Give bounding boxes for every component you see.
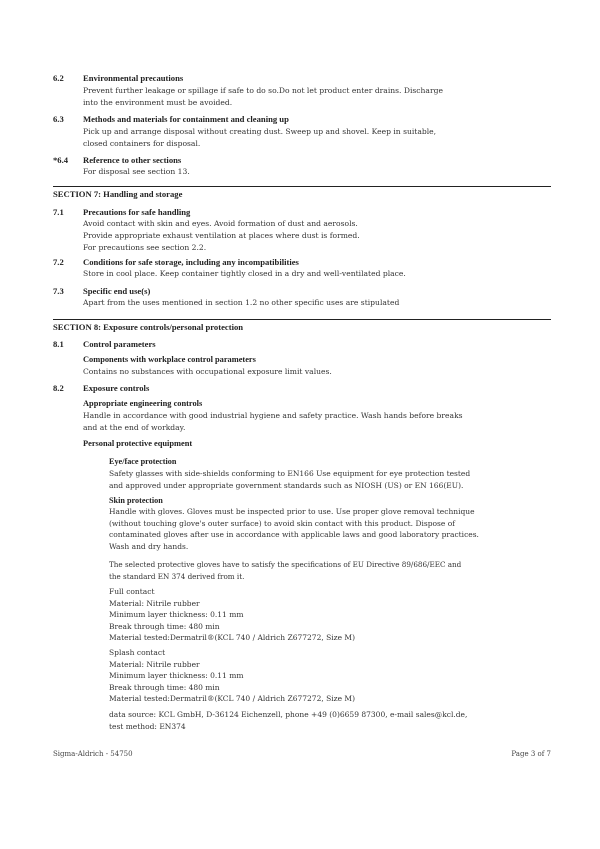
section-heading: Methods and materials for containment and cleaning up	[83, 114, 289, 124]
text-line: Provide appropriate exhaust ventilation at places where dust is formed.	[83, 230, 360, 240]
text-line: Minimum layer thickness: 0.11 mm	[109, 610, 244, 620]
section-7-heading: SECTION 7: Handling and storage	[53, 186, 551, 200]
text-line: Minimum layer thickness: 0.11 mm	[109, 671, 244, 681]
text-line: Safety glasses with side-shields conforming to EN166 Use equipment for eye protection tested	[109, 469, 471, 478]
skin-protection-body	[109, 506, 551, 552]
text-line: Contains no substances with occupational exposure limit values.	[83, 367, 332, 376]
section-body	[83, 85, 551, 109]
subsection-heading: Components with workplace control parameters	[83, 355, 256, 364]
section-heading: Exposure controls	[83, 383, 150, 393]
text-line: Apart from the uses mentioned in section 1.2 no other specific uses are stipulated	[83, 298, 400, 307]
text-line: Full contact	[109, 587, 155, 596]
section-number: 6.2	[53, 73, 64, 83]
section-heading: Specific end use(s)	[83, 286, 151, 296]
text-line: Splash contact	[109, 648, 166, 657]
footer-page-number: Page 3 of 7	[511, 750, 551, 758]
splash-contact-body	[109, 647, 551, 705]
section-body	[83, 268, 551, 280]
text-line: data source: KCL GmbH, D-36124 Eichenzell, phone +49 (0)6659 87300, e-mail sales@kcl.de,	[109, 710, 468, 719]
text-line: For precautions see section 2.2.	[83, 242, 207, 252]
section-body	[83, 218, 551, 253]
text-line: For disposal see section 13.	[83, 167, 190, 176]
text-line: Material tested:Dermatril®(KCL 740 / Aldrich Z677272, Size M)	[109, 694, 356, 704]
text-line: into the environment must be avoided.	[83, 97, 233, 107]
section-heading: Conditions for safe storage, including any incompatibilities	[83, 257, 299, 267]
section-body	[83, 297, 551, 309]
text-line: The selected protective gloves have to satisfy the specifications of EU Directive 89/686/EEC and	[109, 560, 462, 569]
section-heading: Reference to other sections	[83, 155, 182, 165]
section-number: 8.2	[53, 383, 64, 393]
text-line: test method: EN374	[109, 721, 186, 731]
section-number: *6.4	[53, 155, 69, 165]
engineering-controls-body	[83, 410, 551, 434]
footer-product: Sigma-Aldrich - 54750	[53, 750, 133, 758]
text-line: contaminated gloves after use in accordance with applicable laws and good laboratory practices.	[109, 530, 479, 540]
section-body	[83, 126, 551, 150]
text-line: and approved under appropriate government standards such as NIOSH (US) or EN 166(EU).	[109, 480, 464, 490]
eye-protection-heading: Eye/face protection	[109, 457, 177, 466]
text-line: Break through time: 480 min	[109, 682, 220, 692]
directive-body	[109, 559, 551, 582]
ppe-heading: Personal protective equipment	[83, 439, 193, 448]
text-line: Avoid contact with skin and eyes. Avoid formation of dust and aerosols.	[83, 219, 358, 228]
text-line: Prevent further leakage or spillage if safe to do so.Do not let product enter drains. Discharge	[83, 86, 443, 95]
section-heading: Environmental precautions	[83, 73, 184, 83]
section-number: 7.2	[53, 257, 64, 267]
text-line: the standard EN 374 derived from it.	[109, 571, 245, 581]
section-body	[83, 366, 551, 378]
text-line: Material: Nitrile rubber	[109, 659, 200, 669]
data-source-body	[109, 709, 551, 732]
text-line: and at the end of workday.	[83, 422, 186, 432]
text-line: Wash and dry hands.	[109, 541, 189, 551]
section-number: 6.3	[53, 114, 64, 124]
text-line: Material tested:Dermatril®(KCL 740 / Aldrich Z677272, Size M)	[109, 633, 356, 643]
skin-protection-heading: Skin protection	[109, 496, 163, 505]
section-number: 7.1	[53, 207, 64, 217]
text-line: Handle with gloves. Gloves must be inspected prior to use. Use proper glove removal technique	[109, 507, 475, 516]
section-heading: Precautions for safe handling	[83, 207, 191, 217]
section-8-heading: SECTION 8: Exposure controls/personal protection	[53, 319, 551, 333]
section-heading: Control parameters	[83, 339, 156, 349]
section-number: 8.1	[53, 339, 64, 349]
text-line: Store in cool place. Keep container tightly closed in a dry and well-ventilated place.	[83, 269, 406, 278]
section-number: 7.3	[53, 286, 64, 296]
text-line: (without touching glove's outer surface) to avoid skin contact with this product. Dispose of	[109, 518, 455, 528]
text-line: Handle in accordance with good industrial hygiene and safety practice. Wash hands before breaks	[83, 411, 463, 420]
text-line: Break through time: 480 min	[109, 621, 220, 631]
engineering-controls-heading: Appropriate engineering controls	[83, 399, 203, 408]
eye-protection-body	[109, 468, 551, 491]
text-line: closed containers for disposal.	[83, 138, 201, 148]
text-line: Pick up and arrange disposal without creating dust. Sweep up and shovel. Keep in suitable,	[83, 127, 437, 136]
section-body	[83, 166, 551, 178]
text-line: Material: Nitrile rubber	[109, 598, 200, 608]
full-contact-body	[109, 586, 551, 644]
